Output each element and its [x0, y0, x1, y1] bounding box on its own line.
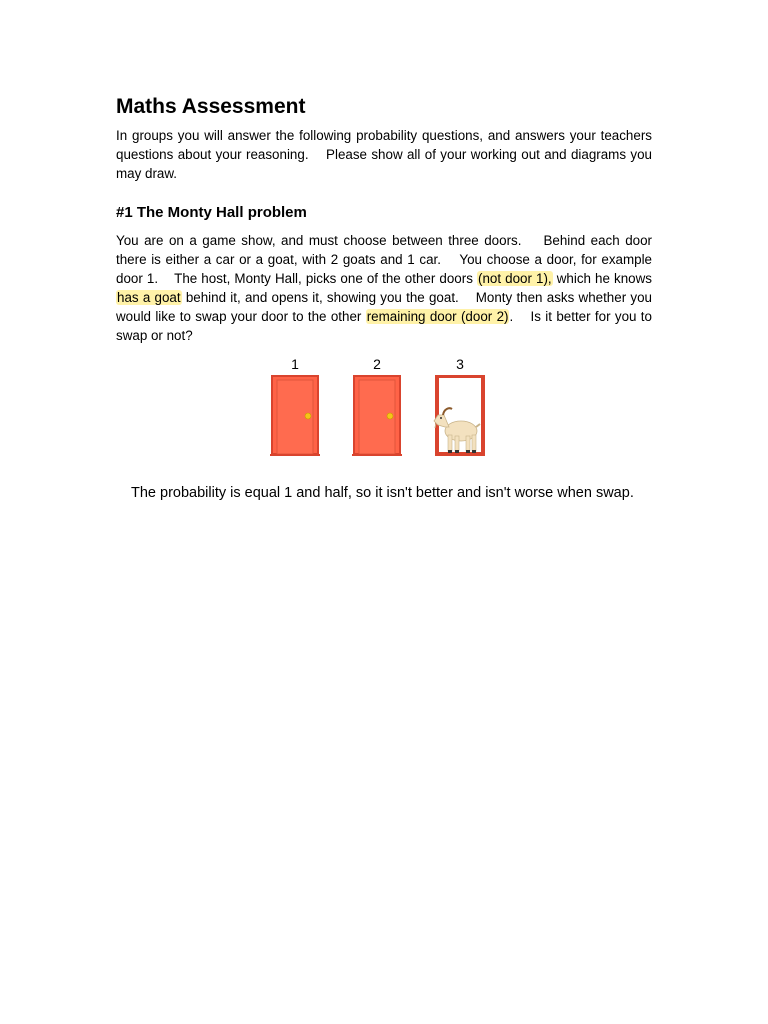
- intro-paragraph: In groups you will answer the following probability questions, and answers your teachers questions about your reasoning. Please show all of your working out and diagrams you may draw.: [116, 128, 652, 181]
- open-door-goat-icon: [430, 375, 488, 457]
- closed-door-icon: [270, 375, 322, 457]
- highlight-remaining-door: remaining door (door 2): [366, 309, 509, 324]
- door-label-3: 3: [456, 356, 464, 372]
- door-label-2: 2: [373, 356, 381, 372]
- page-title: Maths Assessment: [116, 95, 306, 118]
- closed-door-icon: [352, 375, 404, 457]
- doors-diagram: [268, 355, 490, 460]
- paragraph-text: which he knows: [552, 271, 652, 286]
- monty-hall-paragraph: [116, 231, 652, 345]
- highlight-has-a-goat: has a goat: [117, 290, 181, 305]
- answer-text: The probability is equal 1 and half, so it isn't better and isn't worse when swap.: [131, 485, 634, 501]
- highlight-not-door-1: (not door 1),: [477, 271, 552, 286]
- paragraph-text: behind it, and opens it, showing you the goat. Monty then asks whether you would like to swap your door to the other: [116, 290, 652, 324]
- door-label-1: 1: [291, 356, 299, 372]
- document-body: [116, 94, 652, 345]
- section-heading-monty-hall: #1 The Monty Hall problem: [116, 204, 307, 221]
- paragraph-text: . Is it better for you to swap or not?: [116, 309, 652, 343]
- paragraph-text: You are on a game show, and must choose between three doors. Behind each door there is either a car or a goat, with 2 goats and 1 car. You choose a door, for example door 1. The host, Monty Hall, picks one of the other doors: [116, 233, 652, 286]
